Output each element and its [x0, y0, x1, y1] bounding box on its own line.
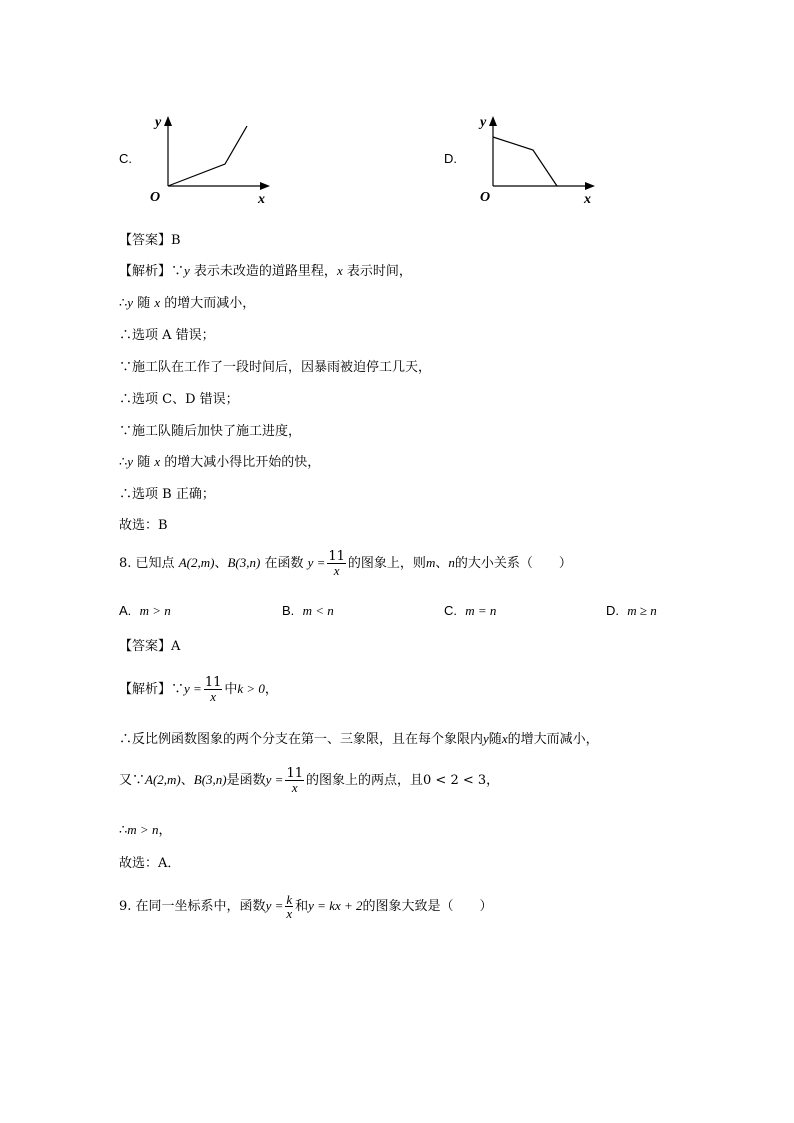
text: 、	[180, 773, 194, 788]
var-y: y	[483, 731, 489, 746]
option-letter: A.	[119, 603, 132, 618]
fraction	[285, 767, 304, 794]
graph-d-x-label: x	[584, 192, 591, 207]
q8-option-a	[119, 603, 171, 619]
q7-analysis-line-8: ∴选项 B 正确；	[119, 487, 215, 502]
q8-analysis-line-4	[119, 819, 171, 838]
q9-question	[119, 888, 493, 925]
option-letter: B.	[282, 603, 295, 618]
q7-analysis-text: 表示未改造的道路里程，	[189, 264, 337, 279]
q8-question	[119, 545, 572, 582]
option-expr: m ≥ n	[627, 603, 657, 618]
point-a: A(2,m)	[178, 555, 215, 570]
fraction-denominator: x	[327, 563, 346, 577]
var-x: x	[501, 731, 508, 746]
text: 随	[488, 732, 502, 747]
graph-d-curve	[493, 137, 557, 186]
var-x: x	[154, 295, 161, 310]
q7-answer: 【答案】B	[119, 233, 181, 248]
q7-analysis-line-3: ∴选项 A 错误；	[119, 328, 215, 343]
text: 、	[435, 556, 449, 571]
conclusion: m > n	[127, 822, 159, 837]
condition: k > 0	[237, 681, 265, 696]
var-y: y	[127, 295, 134, 310]
fraction-numerator: 11	[204, 675, 222, 690]
function-lhs: y =	[184, 681, 202, 696]
text: ，	[158, 823, 172, 838]
text: ∴反比例函数图象的两个分支在第一、三象限，且在每个象限内	[119, 732, 484, 747]
graph-d-x-arrow	[585, 182, 595, 190]
text: 在函数	[260, 556, 308, 571]
text: 的图象上，则	[347, 556, 426, 571]
function-lhs: y =	[265, 898, 284, 913]
point-a: A(2,m)	[145, 772, 181, 787]
q7-analysis-text-2: 表示时间，	[342, 264, 412, 279]
text: 的图象上的两点，且	[306, 773, 424, 788]
text: 和	[295, 899, 309, 914]
graph-c-curve	[168, 126, 247, 186]
option-expr: m = n	[465, 603, 497, 618]
var-n: n	[448, 555, 455, 570]
text: 的增大减小得比开始的快，	[160, 455, 321, 470]
q7-analysis-line-9: 故选：B	[119, 518, 168, 533]
graph-c-x-label: x	[258, 192, 265, 207]
graph-c	[150, 112, 275, 207]
option-expr: m > n	[139, 603, 171, 618]
fraction-numerator: k	[286, 892, 293, 907]
graph-d-label: D.	[444, 151, 457, 166]
text: 又∵	[119, 773, 146, 788]
text: 的图象大致是（ ）	[362, 899, 493, 914]
text: 随	[133, 296, 155, 311]
fraction-numerator: 11	[328, 549, 345, 564]
q7-analysis-line-1	[119, 260, 412, 279]
q7-analysis-line-2	[119, 292, 255, 311]
q8-analysis-line-5: 故选：A．	[119, 856, 181, 871]
text: ∴	[119, 823, 128, 838]
q8-analysis-line-3	[119, 762, 499, 799]
q8-option-c	[444, 603, 496, 619]
fraction	[327, 550, 346, 577]
fraction-denominator: x	[286, 906, 293, 921]
text: 【解析】∵	[119, 682, 185, 697]
option-expr: m < n	[302, 603, 334, 618]
graph-d-y-label: y	[480, 115, 487, 130]
q8-answer: 【答案】A	[119, 639, 181, 654]
fraction-denominator: x	[204, 689, 223, 703]
graph-c-x-arrow	[260, 182, 270, 190]
q8-number: 8.	[119, 556, 132, 571]
q7-var-x: x	[336, 263, 343, 278]
q7-analysis-line-4: ∵施工队在工作了一段时间后，因暴雨被迫停工几天，	[119, 360, 432, 375]
text: ∴	[119, 296, 128, 311]
q8-analysis-line-2	[119, 728, 599, 747]
graph-c-y-label: y	[155, 115, 162, 130]
text: 的大小关系（ ）	[454, 556, 572, 571]
point-b: B(3,n)	[227, 555, 261, 570]
var-m: m	[425, 555, 436, 570]
q7-analysis-head: 【解析】∵	[119, 264, 185, 279]
graph-c-origin-label: O	[150, 190, 161, 205]
graph-c-label: C.	[119, 151, 132, 166]
q7-var-y: y	[184, 263, 190, 278]
var-y: y	[127, 454, 134, 469]
q8-option-d	[606, 603, 657, 619]
q7-analysis-line-5: ∴选项 C、D 错误；	[119, 392, 239, 407]
text: 、	[214, 556, 228, 571]
text: 的增大而减小，	[160, 296, 256, 311]
linear-function: y = kx + 2	[308, 898, 363, 913]
fraction-numerator: 11	[286, 766, 303, 781]
text: ∴	[119, 455, 128, 470]
text: ，	[264, 682, 278, 697]
fraction	[285, 893, 293, 920]
q8-analysis-line-1	[119, 671, 278, 708]
text: 已知点	[135, 556, 179, 571]
graph-d-y-arrow	[489, 116, 497, 126]
function-lhs: y =	[265, 772, 284, 787]
text: 随	[133, 455, 155, 470]
text: 中	[224, 682, 238, 697]
text: ，	[486, 773, 500, 788]
fraction-denominator: x	[285, 780, 304, 794]
option-letter: C.	[444, 603, 457, 618]
graph-d-origin-label: O	[480, 190, 491, 205]
text: 在同一坐标系中，函数	[135, 899, 266, 914]
graph-c-y-arrow	[164, 116, 172, 126]
point-b: B(3,n)	[193, 772, 227, 787]
fraction	[204, 676, 223, 703]
q7-analysis-line-6: ∵施工队随后加快了施工进度，	[119, 424, 302, 439]
text: 的增大而减小，	[507, 732, 599, 747]
q7-analysis-line-7	[119, 451, 320, 470]
function-lhs: y =	[307, 555, 326, 570]
q8-option-b	[282, 603, 334, 619]
text: 是函数	[226, 773, 266, 788]
graph-d	[475, 112, 600, 207]
option-letter: D.	[606, 603, 619, 618]
var-x: x	[154, 454, 161, 469]
inequality: 0 < 2 < 3	[423, 773, 487, 788]
q9-number: 9.	[119, 899, 132, 914]
